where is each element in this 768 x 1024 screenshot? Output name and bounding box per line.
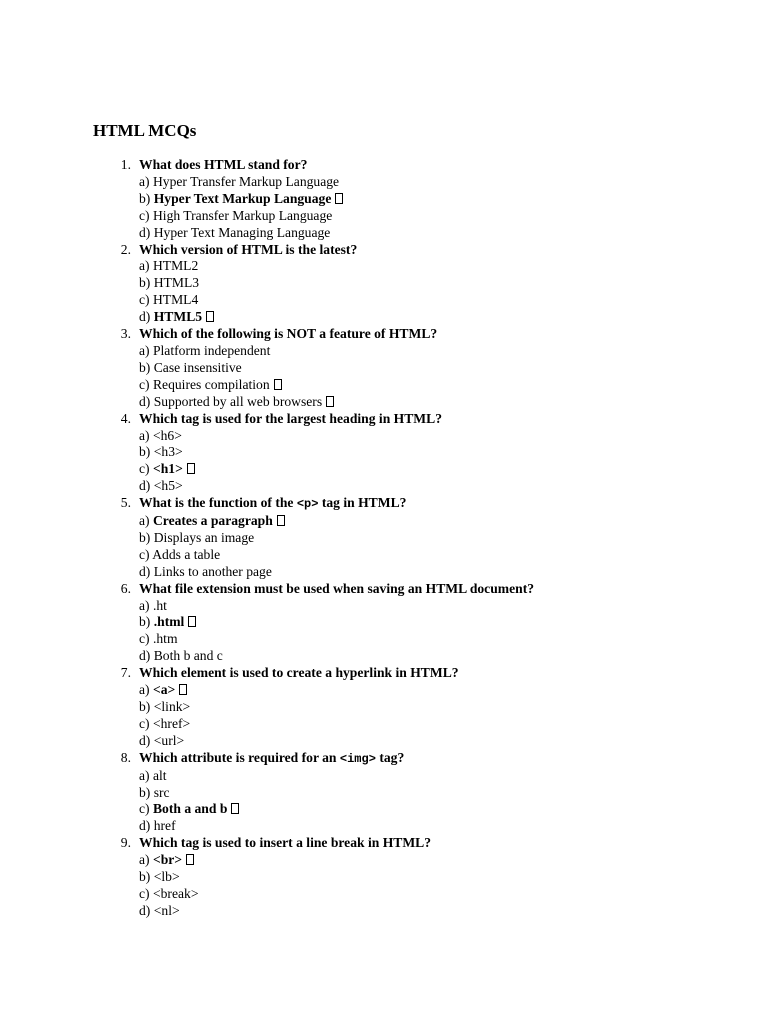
option-letter: b) xyxy=(139,869,151,885)
option-text: <link> xyxy=(153,699,191,714)
option-letter: b) xyxy=(139,444,151,460)
option-text: Links to another page xyxy=(153,563,272,579)
question-text-part: What is the function of the xyxy=(139,495,297,511)
option-letter: c) xyxy=(139,631,150,647)
answer-option xyxy=(139,191,768,208)
option-text: Hyper Transfer Markup Language xyxy=(152,173,340,189)
option-text: Supported by all web browsers xyxy=(153,393,323,409)
question-number: 4. xyxy=(120,410,131,426)
option-letter: d) xyxy=(139,732,151,748)
answer-option xyxy=(139,343,768,360)
option-letter: a) xyxy=(139,682,150,698)
option-text: Hyper Text Managing Language xyxy=(153,224,331,240)
correct-answer-text: HTML5 xyxy=(153,309,203,325)
option-letter: d) xyxy=(139,224,151,240)
answer-option xyxy=(139,682,768,699)
option-letter: a) xyxy=(139,258,150,274)
answer-option xyxy=(139,699,768,716)
question-text-part: tag in HTML? xyxy=(318,495,407,511)
check-mark-icon xyxy=(188,616,196,627)
option-letter: d) xyxy=(139,309,151,325)
check-mark-icon xyxy=(206,311,214,322)
option-letter: b) xyxy=(139,190,151,206)
question-item xyxy=(0,157,768,242)
question-item xyxy=(0,242,768,327)
option-letter: d) xyxy=(139,478,151,494)
option-letter: b) xyxy=(139,529,151,545)
answer-option xyxy=(139,394,768,411)
correct-answer-text: Creates a paragraph xyxy=(152,513,273,529)
answer-option xyxy=(139,852,768,869)
question-number: 9. xyxy=(120,835,131,851)
option-text: href xyxy=(153,818,176,834)
question-list xyxy=(0,157,768,920)
option-letter: c) xyxy=(139,546,150,562)
option-text: .ht xyxy=(152,597,167,613)
question-item xyxy=(0,835,768,920)
question-text: What file extension must be used when saving an HTML document? xyxy=(139,580,535,596)
check-mark-icon xyxy=(179,684,187,695)
option-text: Displays an image xyxy=(153,529,255,545)
option-letter: c) xyxy=(139,715,150,731)
answer-option xyxy=(139,258,768,275)
answer-option xyxy=(139,818,768,835)
correct-answer-text: <a> xyxy=(152,682,176,698)
question-text: Which element is used to create a hyperlink in HTML? xyxy=(139,665,459,681)
correct-answer-text: <br> xyxy=(152,852,183,868)
option-letter: c) xyxy=(139,376,150,392)
option-letter: c) xyxy=(139,801,150,817)
answer-option xyxy=(139,785,768,802)
check-mark-icon xyxy=(274,379,282,390)
question-item xyxy=(0,750,768,836)
question-item xyxy=(0,326,768,411)
answer-option xyxy=(139,768,768,785)
option-letter: b) xyxy=(139,359,151,375)
option-letter: b) xyxy=(139,784,151,800)
answer-option xyxy=(139,733,768,750)
option-text: Requires compilation xyxy=(152,376,270,392)
answer-option xyxy=(139,461,768,478)
option-letter: b) xyxy=(139,614,151,630)
answer-option xyxy=(139,275,768,292)
option-text: Adds a table xyxy=(152,546,221,562)
question-item xyxy=(0,495,768,581)
answer-option xyxy=(139,598,768,615)
option-text: HTML4 xyxy=(152,292,199,308)
answer-option xyxy=(139,174,768,191)
option-letter: a) xyxy=(139,852,150,868)
check-mark-icon xyxy=(187,463,195,474)
check-mark-icon xyxy=(231,803,239,814)
option-letter: a) xyxy=(139,342,150,358)
option-text: alt xyxy=(152,767,167,783)
answer-option xyxy=(139,869,768,886)
option-text: Both b and c xyxy=(153,648,223,664)
answer-option xyxy=(139,478,768,495)
check-mark-icon xyxy=(186,854,194,865)
question-number: 5. xyxy=(120,495,131,511)
question-text xyxy=(139,750,768,768)
check-mark-icon xyxy=(277,515,285,526)
answer-option xyxy=(139,377,768,394)
answer-option xyxy=(139,309,768,326)
question-text: Which tag is used to insert a line break in HTML? xyxy=(139,835,432,851)
option-text: .htm xyxy=(152,631,178,647)
option-letter: a) xyxy=(139,767,150,783)
option-text: HTML2 xyxy=(152,258,199,274)
question-number: 7. xyxy=(120,665,131,681)
document-title: HTML MCQs xyxy=(93,121,197,140)
option-letter: a) xyxy=(139,173,150,189)
option-letter: d) xyxy=(139,393,151,409)
answer-option xyxy=(139,208,768,225)
question-number: 8. xyxy=(120,749,131,765)
answer-option xyxy=(139,547,768,564)
option-text: High Transfer Markup Language xyxy=(152,207,333,223)
option-text: Platform independent xyxy=(152,342,271,358)
option-letter: a) xyxy=(139,513,150,529)
question-text xyxy=(139,495,768,513)
question-code-tag: <p> xyxy=(296,497,319,512)
option-letter: d) xyxy=(139,648,151,664)
answer-option xyxy=(139,631,768,648)
answer-option xyxy=(139,648,768,665)
answer-option xyxy=(139,360,768,377)
answer-option xyxy=(139,614,768,631)
option-letter: c) xyxy=(139,207,150,223)
option-text: <h5> xyxy=(153,478,183,494)
answer-option xyxy=(139,564,768,581)
option-text: <break> xyxy=(152,885,199,901)
correct-answer-text: <h1> xyxy=(152,461,183,477)
option-letter: c) xyxy=(139,292,150,308)
question-text-part: tag? xyxy=(375,749,405,765)
question-text: Which tag is used for the largest heading in HTML? xyxy=(139,410,442,426)
option-letter: d) xyxy=(139,902,151,918)
option-letter: a) xyxy=(139,427,150,443)
answer-option xyxy=(139,444,768,461)
answer-option xyxy=(139,513,768,530)
answer-option xyxy=(139,292,768,309)
question-item xyxy=(0,665,768,750)
question-number: 1. xyxy=(120,157,131,172)
option-text: HTML3 xyxy=(153,275,200,291)
option-text: <url> xyxy=(153,732,185,748)
question-code-tag: <img> xyxy=(339,751,376,766)
option-text: <nl> xyxy=(153,902,180,918)
answer-option xyxy=(139,903,768,920)
option-letter: c) xyxy=(139,461,150,477)
check-mark-icon xyxy=(326,396,334,407)
option-letter: a) xyxy=(139,597,150,613)
question-number: 6. xyxy=(120,580,131,596)
option-text: <h6> xyxy=(152,427,182,443)
correct-answer-text: Both a and b xyxy=(152,801,228,817)
answer-option xyxy=(139,886,768,903)
question-number: 2. xyxy=(120,241,131,257)
option-text: <lb> xyxy=(153,869,180,885)
option-text: src xyxy=(153,784,170,800)
option-letter: d) xyxy=(139,563,151,579)
option-letter: b) xyxy=(139,275,151,291)
question-number: 3. xyxy=(120,326,131,342)
option-letter: c) xyxy=(139,885,150,901)
answer-option xyxy=(139,428,768,445)
question-text: Which of the following is NOT a feature of HTML? xyxy=(139,326,438,342)
check-mark-icon xyxy=(335,193,343,204)
correct-answer-text: .html xyxy=(153,614,185,630)
correct-answer-text: Hyper Text Markup Language xyxy=(153,190,332,206)
option-text: Case insensitive xyxy=(153,359,242,375)
question-text: What does HTML stand for? xyxy=(139,157,308,172)
option-text: <h3> xyxy=(153,444,183,460)
question-item xyxy=(0,411,768,496)
question-text: Which version of HTML is the latest? xyxy=(139,241,358,257)
answer-option xyxy=(139,225,768,242)
option-letter: b) xyxy=(139,699,151,714)
question-text-part: Which attribute is required for an xyxy=(139,749,340,765)
answer-option xyxy=(139,530,768,547)
question-item xyxy=(0,581,768,666)
answer-option xyxy=(139,716,768,733)
answer-option xyxy=(139,801,768,818)
option-letter: d) xyxy=(139,818,151,834)
option-text: <href> xyxy=(152,715,191,731)
